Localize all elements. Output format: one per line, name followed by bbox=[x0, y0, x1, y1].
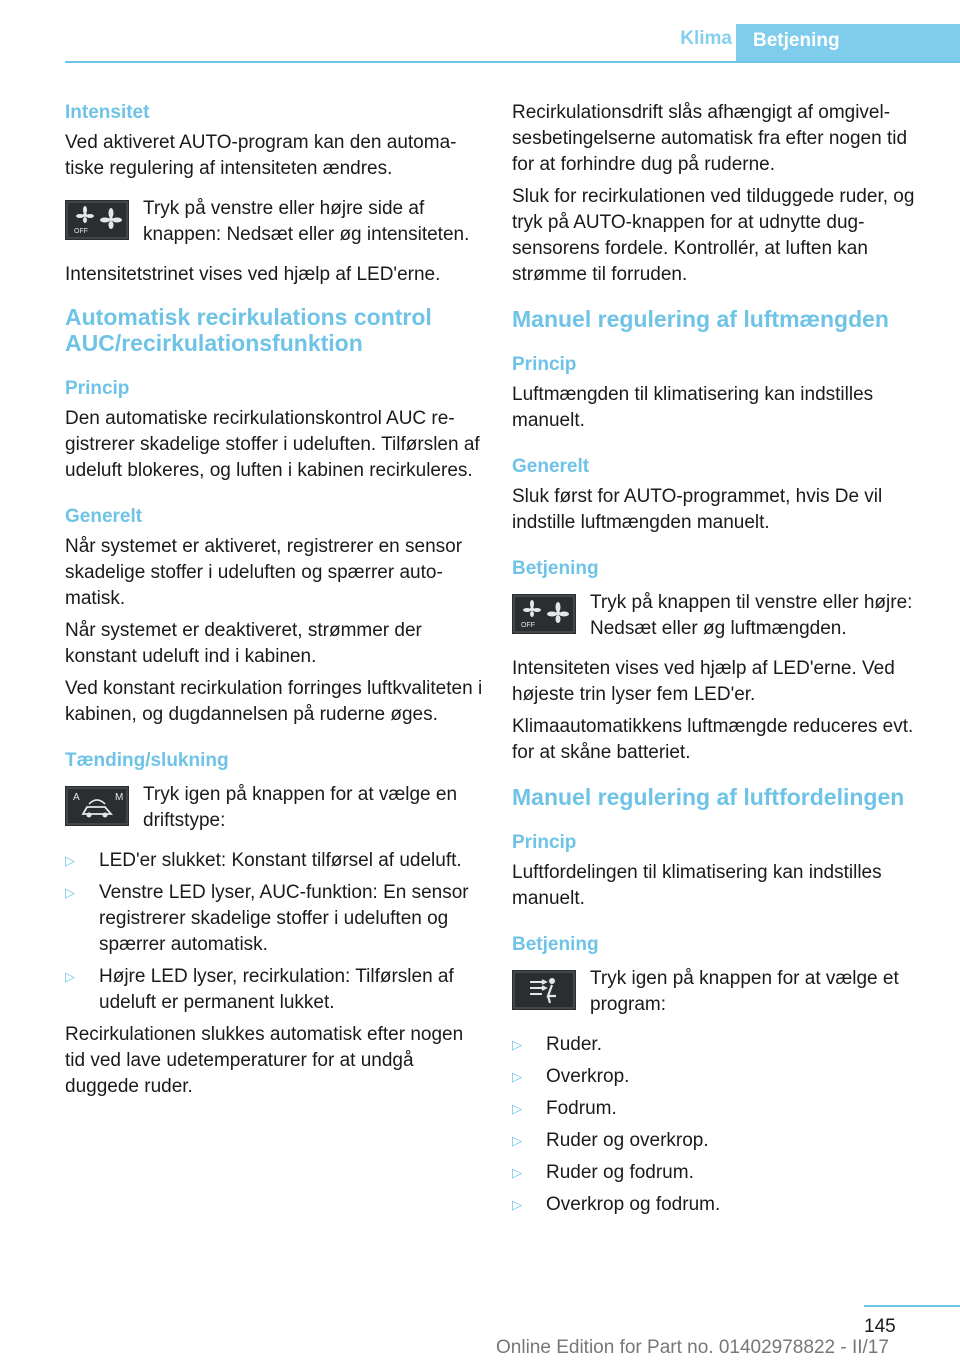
svg-text:A: A bbox=[73, 792, 80, 803]
paragraph: Den automatiske recirkulationskontrol AUC registrerer skadelige stoffer i udeluften. Tilførslen af udeluft blokeres, og luften i kabinen recirkuleres. bbox=[65, 408, 480, 481]
paragraph: Intensiteten vises ved hjælp af LED'erne. Ved højeste trin lyser fem LED'er. bbox=[512, 658, 895, 705]
paragraph: Når systemet er deaktiveret, strømmer der konstant udeluft ind i kabinen. bbox=[65, 620, 422, 667]
svg-text:OFF: OFF bbox=[521, 622, 535, 629]
paragraph: Sluk for recirkulationen ved tilduggede ruder, og tryk på AUTO-knappen for at udnytte dugsensorens fordele. Kontrollér, at luften kan strømme til forruden. bbox=[512, 186, 915, 285]
list-item-text: Venstre LED lyser, AUC-funktion: En sensor registrerer skadelige stoffer i udeluften og spærrer automatisk. bbox=[99, 882, 469, 955]
heading-luftfordeling: Manuel regulering af luftfordelingen bbox=[512, 784, 905, 810]
paragraph: Ved konstant recirkulation forringes luftkvaliteten i kabinen, og dugdannelsen på ruderne øges. bbox=[65, 678, 483, 725]
list-item bbox=[512, 1192, 932, 1218]
triangle-bullet-icon: ▷ bbox=[512, 1197, 522, 1212]
list-item bbox=[512, 1064, 932, 1090]
instruction-text: Tryk igen på knappen for at vælge et program: bbox=[590, 968, 899, 1015]
triangle-bullet-icon: ▷ bbox=[65, 885, 75, 900]
heading-auc: Automatisk recirkulations control AUC/recirkulationsfunktion bbox=[65, 304, 432, 356]
paragraph: Ved aktiveret AUTO-program kan den automatiske regulering af intensiteten ændres. bbox=[65, 132, 457, 179]
paragraph: Recirkulationen slukkes automatisk efter nogen tid ved lave udetemperaturer for at undgå duggede ruder. bbox=[65, 1024, 464, 1097]
heading-generelt: Generelt bbox=[65, 506, 143, 527]
list-item bbox=[512, 1032, 932, 1058]
heading-princip: Princip bbox=[512, 832, 577, 853]
list-item bbox=[65, 880, 483, 958]
left-column bbox=[65, 100, 483, 1106]
instruction-text: Tryk igen på knappen for at vælge en driftstype: bbox=[143, 784, 458, 831]
air-distribution-button-icon bbox=[512, 970, 576, 1010]
triangle-bullet-icon: ▷ bbox=[65, 969, 75, 984]
heading-betjening: Betjening bbox=[512, 558, 599, 579]
triangle-bullet-icon: ▷ bbox=[512, 1133, 522, 1148]
list-item bbox=[512, 1128, 932, 1154]
heading-betjening: Betjening bbox=[512, 934, 599, 955]
header-active-tab: Betjening bbox=[736, 24, 960, 61]
mode-list bbox=[65, 848, 483, 1016]
triangle-bullet-icon: ▷ bbox=[65, 853, 75, 868]
list-item bbox=[65, 848, 483, 874]
fan-off-button-icon bbox=[65, 200, 129, 240]
list-item bbox=[512, 1160, 932, 1186]
heading-generelt: Generelt bbox=[512, 456, 590, 477]
svg-text:OFF: OFF bbox=[74, 228, 88, 235]
instruction-with-icon bbox=[512, 966, 932, 1018]
instruction-text: Tryk på venstre eller højre side af knappen: Nedsæt eller øg intensiteten. bbox=[143, 198, 470, 245]
list-item-text: Ruder og fodrum. bbox=[546, 1162, 694, 1183]
list-item-text: Højre LED lyser, recirkulation: Tilførslen af udeluft er permanent lukket. bbox=[99, 966, 454, 1013]
footer-edition: Online Edition for Part no. 01402978822 - II/17 bbox=[496, 1337, 889, 1358]
paragraph: Intensitetstrinet vises ved hjælp af LED'erne. bbox=[65, 264, 441, 285]
heading-intensitet: Intensitet bbox=[65, 102, 150, 123]
svg-text:M: M bbox=[115, 792, 124, 803]
triangle-bullet-icon: ▷ bbox=[512, 1069, 522, 1084]
fan-off-button-icon bbox=[512, 594, 576, 634]
paragraph: Klimaautomatikkens luftmængde reduceres evt. for at skåne batteriet. bbox=[512, 716, 914, 763]
footer-rule bbox=[864, 1305, 960, 1307]
program-list bbox=[512, 1032, 932, 1218]
list-item-text: Ruder og overkrop. bbox=[546, 1130, 709, 1151]
header-section-label: Klima bbox=[680, 28, 732, 49]
paragraph: Sluk først for AUTO-programmet, hvis De vil indstille luftmængden manuelt. bbox=[512, 486, 883, 533]
paragraph: Når systemet er aktiveret, registrerer en sensor skadelige stoffer i udeluften og spærrer automatisk. bbox=[65, 536, 463, 609]
heading-princip: Princip bbox=[512, 354, 577, 375]
page-number: 145 bbox=[864, 1316, 896, 1337]
list-item-text: LED'er slukket: Konstant tilførsel af udeluft. bbox=[99, 850, 462, 871]
list-item-text: Overkrop. bbox=[546, 1066, 630, 1087]
list-item-text: Overkrop og fodrum. bbox=[546, 1194, 721, 1215]
list-item-text: Ruder. bbox=[546, 1034, 602, 1055]
paragraph: Recirkulationsdrift slås afhængigt af omgivelsesbetingelserne automatisk fra efter nogen tid for at forhindre dug på ruderne. bbox=[512, 102, 908, 175]
paragraph: Luftfordelingen til klimatisering kan indstilles manuelt. bbox=[512, 862, 882, 909]
heading-taending: Tænding/slukning bbox=[65, 750, 229, 771]
instruction-with-icon bbox=[65, 196, 483, 248]
instruction-text: Tryk på knappen til venstre eller højre: Nedsæt eller øg luftmængden. bbox=[590, 592, 913, 639]
right-column bbox=[512, 100, 932, 1224]
instruction-with-icon bbox=[65, 782, 483, 834]
heading-princip: Princip bbox=[65, 378, 130, 399]
list-item-text: Fodrum. bbox=[546, 1098, 617, 1119]
instruction-with-icon bbox=[512, 590, 932, 642]
recirculation-am-button-icon bbox=[65, 786, 129, 826]
paragraph: Luftmængden til klimatisering kan indstilles manuelt. bbox=[512, 384, 874, 431]
triangle-bullet-icon: ▷ bbox=[512, 1165, 522, 1180]
triangle-bullet-icon: ▷ bbox=[512, 1101, 522, 1116]
triangle-bullet-icon: ▷ bbox=[512, 1037, 522, 1052]
list-item bbox=[512, 1096, 932, 1122]
header-rule bbox=[65, 61, 960, 63]
heading-luftmaengde: Manuel regulering af luftmængden bbox=[512, 306, 889, 332]
list-item bbox=[65, 964, 483, 1016]
